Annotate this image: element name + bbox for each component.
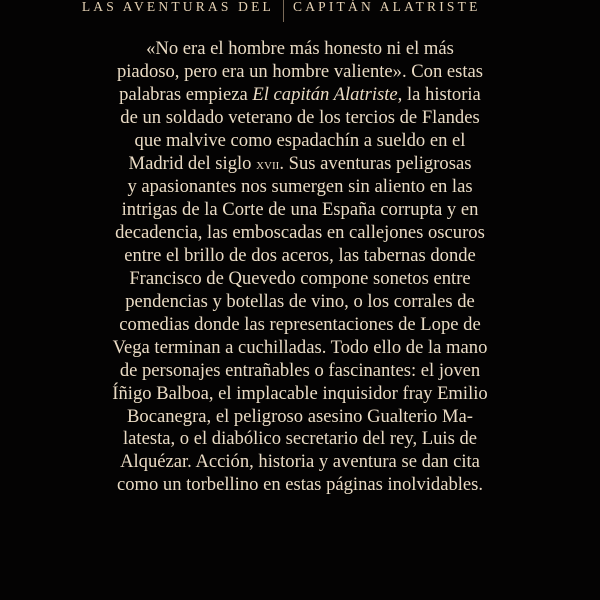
blurb-line: «No era el hombre más honesto ni el más	[146, 38, 454, 59]
blurb-line: entre el brillo de dos aceros, las tabernas donde	[124, 245, 476, 267]
blurb-line: Íñigo Balboa, el implacable inquisidor fray Emilio	[112, 382, 488, 404]
series-title-divider	[283, 0, 284, 22]
blurb-line: decadencia, las emboscadas en callejones oscuros	[115, 222, 485, 244]
blurb-line: comedias donde las representaciones de Lope de	[119, 313, 481, 335]
blurb-line: y apasionantes nos sumergen sin aliento en las	[127, 176, 473, 198]
blurb-line: intrigas de la Corte de una España corrupta y en	[121, 199, 479, 221]
series-header	[0, 0, 600, 24]
blurb-line: de personajes entrañables o fascinantes: el joven	[119, 359, 481, 381]
blurb-text: Madrid del siglo	[128, 152, 257, 174]
blurb-line: Alquézar. Acción, historia y aventura se dan cita	[120, 451, 480, 473]
blurb-text: , la historia	[397, 83, 481, 105]
century-smallcaps: xvii	[256, 155, 280, 173]
blurb-text: palabras empieza	[119, 83, 253, 105]
blurb-line: que malvive como espadachín a sueldo en el	[134, 129, 466, 151]
blurb-line: latesta, o el diabólico secretario del rey, Luis de	[123, 428, 477, 450]
blurb-line: como un torbellino en estas páginas inolvidables.	[116, 474, 484, 496]
blurb-line: de un soldado veterano de los tercios de Flandes	[120, 106, 480, 128]
blurb-line: pendencias y botellas de vino, o los corrales de	[125, 290, 475, 312]
blurb-line: piadoso, pero era un hombre valiente». Con estas	[116, 60, 484, 82]
blurb-line	[50, 84, 550, 107]
back-cover-blurb	[50, 38, 550, 497]
blurb-line: Bocanegra, el peligroso asesino Gualterio Ma-	[127, 405, 473, 427]
blurb-text: . Sus aventuras peligrosas	[279, 152, 472, 174]
book-title-italic: El capitán Alatriste	[252, 83, 398, 105]
blurb-line: Francisco de Quevedo compone sonetos entre	[129, 268, 471, 290]
series-title-left: LAS AVENTURAS DEL	[81, 0, 274, 14]
blurb-line	[50, 153, 550, 177]
series-title-right: CAPITÁN ALATRISTE	[293, 0, 481, 14]
blurb-line: Vega terminan a cuchilladas. Todo ello de la mano	[112, 336, 488, 358]
